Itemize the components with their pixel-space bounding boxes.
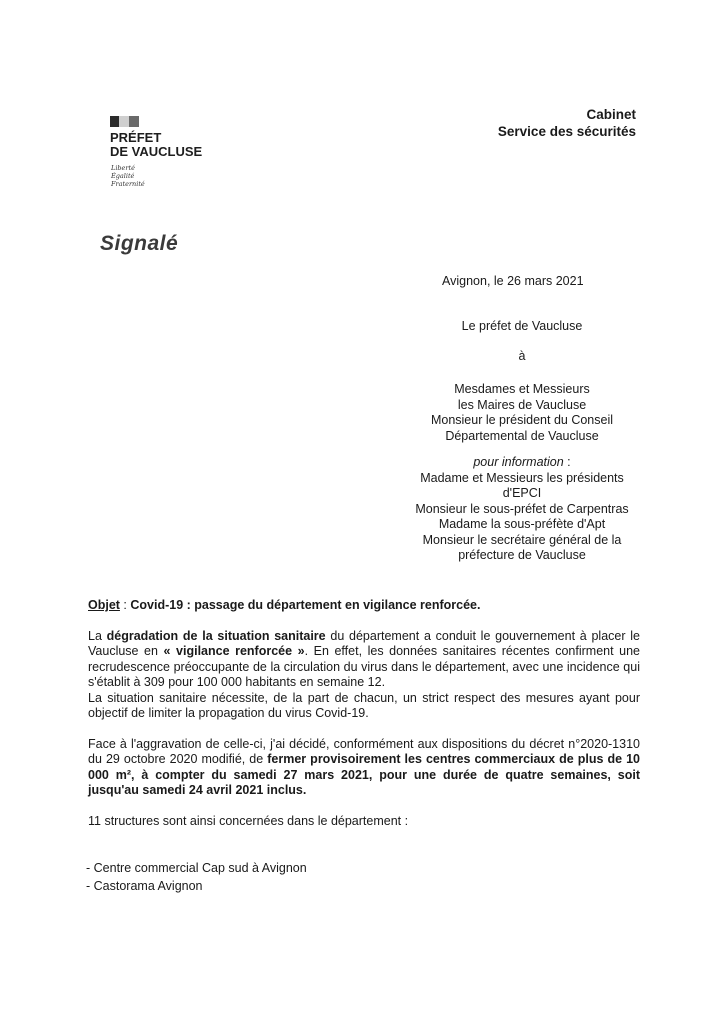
p3-text: Face à l'aggravation de celle-ci, j'ai décidé, conformément aux dispositions du décret n°2020-1310 du 29 octobre 2020 modifié, de xyxy=(88,736,640,766)
to-line: à xyxy=(518,348,526,363)
subject-line xyxy=(88,598,640,614)
logo-title-line: PRÉFET xyxy=(110,130,162,145)
info-recipient-line: Monsieur le secrétaire général de la xyxy=(422,532,622,547)
service-header xyxy=(498,106,636,140)
info-recipient-line: Monsieur le sous-préfet de Carpentras xyxy=(415,501,629,516)
p1-bold: dégradation de la situation sanitaire xyxy=(106,628,326,643)
sender-line: Le préfet de Vaucluse xyxy=(461,319,583,333)
recipients-block xyxy=(384,319,660,564)
logo-motto xyxy=(111,164,145,188)
info-recipient-line: Madame la sous-préfète d'Apt xyxy=(438,517,606,531)
subject-sep: : xyxy=(119,598,131,612)
info-colon: : xyxy=(563,455,571,469)
subject-label: Objet xyxy=(88,598,120,612)
letter-date: Avignon, le 26 mars 2021 xyxy=(442,274,584,288)
recipient-line: les Maires de Vaucluse xyxy=(457,397,587,412)
info-recipient-line: préfecture de Vaucluse xyxy=(458,548,586,562)
logo-title xyxy=(110,131,202,159)
subject-text: Covid-19 : passage du département en vigilance renforcée. xyxy=(130,598,481,612)
paragraph-1 xyxy=(88,629,640,691)
structures-list xyxy=(86,859,307,895)
p3-bold: fermer provisoirement les centres commerciaux de plus de 10 000 m², à compter du samedi 27 mars 2021, pour une durée de quatre semaines, soit jusqu'au samedi 24 avril 2021 inclus. xyxy=(88,752,640,797)
motto-word: Égalité xyxy=(111,172,135,180)
letter-body xyxy=(88,598,640,829)
p1-text: . En effet, les données sanitaires récentes confirment une recrudescence préoccupante de la circulation du virus dans le département, avec une incidence qui s'établit à 309 pour 100 000 habitants en semaine 12. xyxy=(88,644,640,689)
info-label: pour information xyxy=(473,455,564,469)
p1-bold: « vigilance renforcée » xyxy=(163,644,305,658)
paragraph-3 xyxy=(88,737,640,799)
list-item: - Castorama Avignon xyxy=(86,879,203,893)
motto-word: Liberté xyxy=(111,164,135,172)
paragraph-2: La situation sanitaire nécessite, de la part de chacun, un strict respect des mesures ayant pour objectif de limiter la propagation du virus Covid-19. xyxy=(88,690,640,720)
info-recipient-line: Madame et Messieurs les présidents xyxy=(420,470,624,485)
service-line: Service des sécurités xyxy=(497,124,636,139)
recipient-line: Monsieur le président du Conseil xyxy=(430,413,614,427)
service-line: Cabinet xyxy=(586,107,636,122)
info-label-line xyxy=(384,455,660,471)
motto-word: Fraternité xyxy=(111,180,145,188)
info-recipient-line: d'EPCI xyxy=(502,486,542,500)
p1-text: du département a conduit le gouvernement à placer le Vaucluse en xyxy=(88,628,640,658)
logo-title-line: DE VAUCLUSE xyxy=(110,144,203,159)
p1-text: La xyxy=(88,628,107,643)
recipient-line: Mesdames et Messieurs xyxy=(454,382,590,396)
recipient-line: Départemental de Vaucluse xyxy=(445,428,599,443)
list-item: - Centre commercial Cap sud à Avignon xyxy=(86,861,307,875)
signale-stamp: Signalé xyxy=(100,232,179,255)
marianne-bloc-icon xyxy=(110,116,144,127)
paragraph-4: 11 structures sont ainsi concernées dans le département : xyxy=(88,813,409,828)
